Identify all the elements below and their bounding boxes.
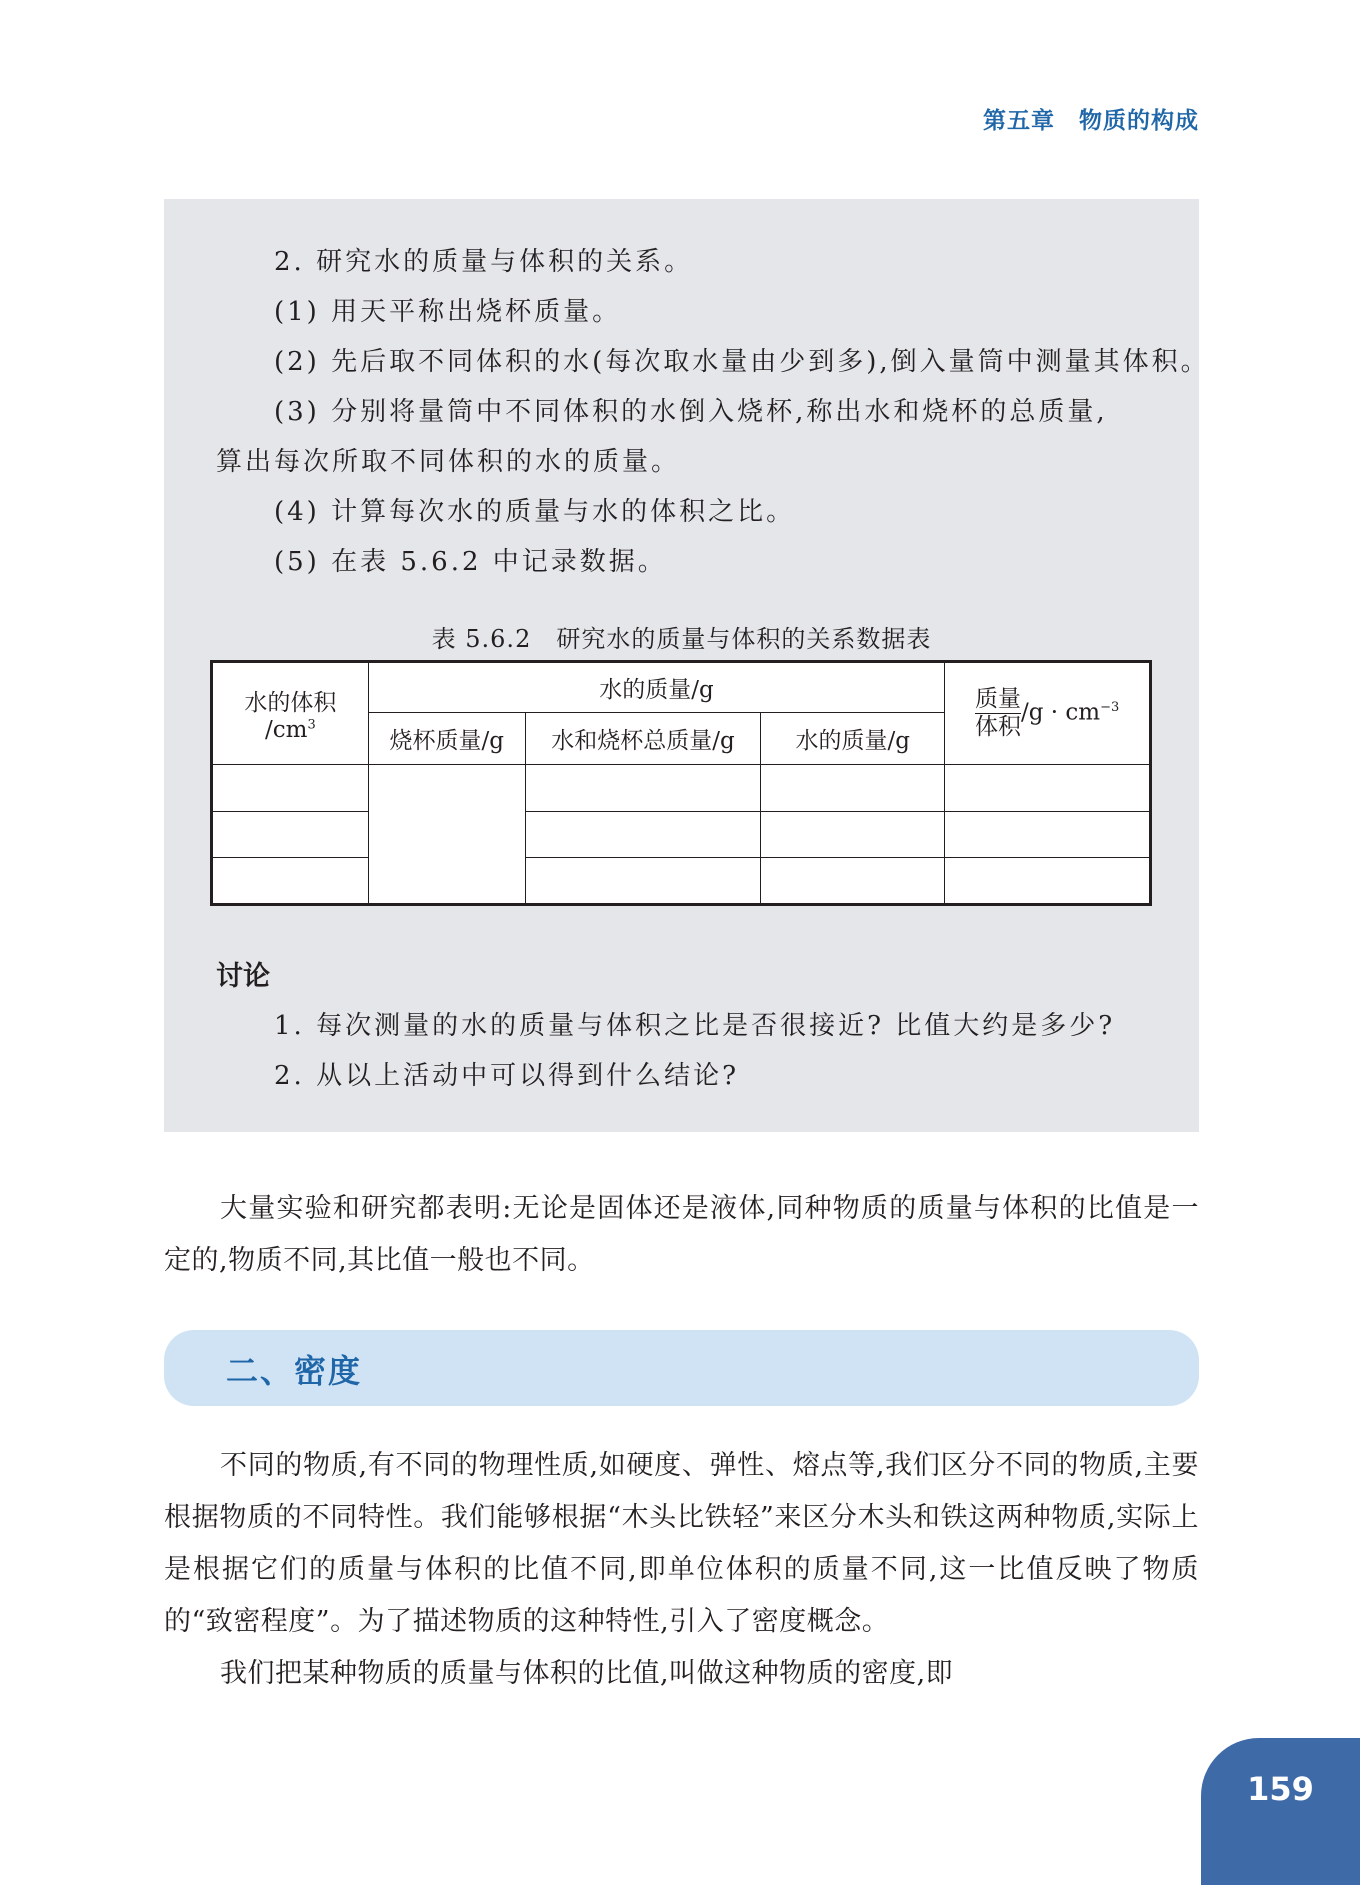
discussion-item: 2. 从以上活动中可以得到什么结论? [274, 1061, 740, 1091]
ratio-numerator: 质量 [974, 686, 1021, 713]
paragraph: 我们把某种物质的质量与体积的比值,叫做这种物质的密度,即 [220, 1658, 954, 1689]
activity-step-heading: 2. 研究水的质量与体积的关系。 [274, 247, 694, 277]
table-caption: 表 5.6.2 研究水的质量与体积的关系数据表 [431, 625, 932, 653]
activity-box [164, 199, 1210, 1132]
chapter-title: 物质的构成 [1079, 108, 1199, 134]
table-cell [945, 765, 1150, 811]
page-number-tab [1201, 1738, 1360, 1885]
table-cell [761, 765, 945, 811]
discussion-item: 1. 每次测量的水的质量与体积之比是否很接近? 比值大约是多少? [274, 1011, 1116, 1041]
table-cell-beaker-merged [368, 765, 525, 904]
header-ratio [945, 663, 1150, 765]
header-beaker-mass: 烧杯质量/g [368, 713, 525, 765]
table-cell [945, 857, 1150, 903]
unit-exponent: 3 [307, 717, 316, 733]
header-mass-group: 水的质量/g [368, 663, 944, 713]
table-row [213, 765, 1150, 811]
table-cell [213, 765, 369, 811]
activity-step: (2) 先后取不同体积的水(每次取水量由少到多),倒入量筒中测量其体积。 [274, 347, 1210, 377]
header-water-mass: 水的质量/g [761, 713, 945, 765]
header-volume [213, 663, 369, 765]
table-cell [945, 811, 1150, 857]
page-number: 159 [1247, 1770, 1314, 1808]
activity-step: (4) 计算每次水的质量与水的体积之比。 [274, 497, 796, 527]
table-cell [525, 765, 761, 811]
header-volume-unit: /cm [265, 717, 308, 744]
unit-exponent: −3 [1100, 700, 1120, 716]
table-cell [213, 857, 369, 903]
density-text [164, 1440, 1199, 1700]
table-cell [761, 857, 945, 903]
chapter-label: 第五章 [983, 108, 1055, 134]
conclusion-paragraph [164, 1183, 1199, 1287]
section-heading-bar [164, 1330, 1199, 1406]
activity-step-continued: 算出每次所取不同体积的水的质量。 [216, 447, 681, 477]
paragraph: 不同的物质,有不同的物理性质,如硬度、弹性、熔点等,我们区分不同的物质,主要根据物质的不同特性。我们能够根据“木头比铁轻”来区分木头和铁这两种物质,实际上是根据它们的质量与体积的比值不同,即单位体积的质量不同,这一比值反映了物质的“致密程度”。为了描述物质的这种特性,引入了密度概念。 [164, 1450, 1199, 1637]
header-total-mass: 水和烧杯总质量/g [525, 713, 761, 765]
ratio-denominator: 体积 [974, 714, 1021, 741]
running-header [983, 102, 1199, 135]
ratio-fraction [975, 686, 1021, 741]
activity-step: (3) 分别将量筒中不同体积的水倒入烧杯,称出水和烧杯的总质量, [274, 397, 1108, 427]
table-cell [525, 857, 761, 903]
discussion-title: 讨论 [216, 961, 270, 992]
table-row [213, 857, 1150, 903]
table-cell [761, 811, 945, 857]
table-cell [525, 811, 761, 857]
paragraph: 大量实验和研究都表明:无论是固体还是液体,同种物质的质量与体积的比值是一定的,物质不同,其比值一般也不同。 [164, 1193, 1199, 1276]
section-title: 二、密度 [226, 1352, 363, 1390]
activity-step: (1) 用天平称出烧杯质量。 [274, 297, 622, 327]
table-cell [213, 811, 369, 857]
data-table [212, 662, 1150, 904]
table-row [213, 811, 1150, 857]
header-volume-label: 水的体积 [244, 690, 337, 717]
activity-step: (5) 在表 5.6.2 中记录数据。 [274, 547, 667, 577]
ratio-unit: /g · cm [1020, 699, 1101, 726]
